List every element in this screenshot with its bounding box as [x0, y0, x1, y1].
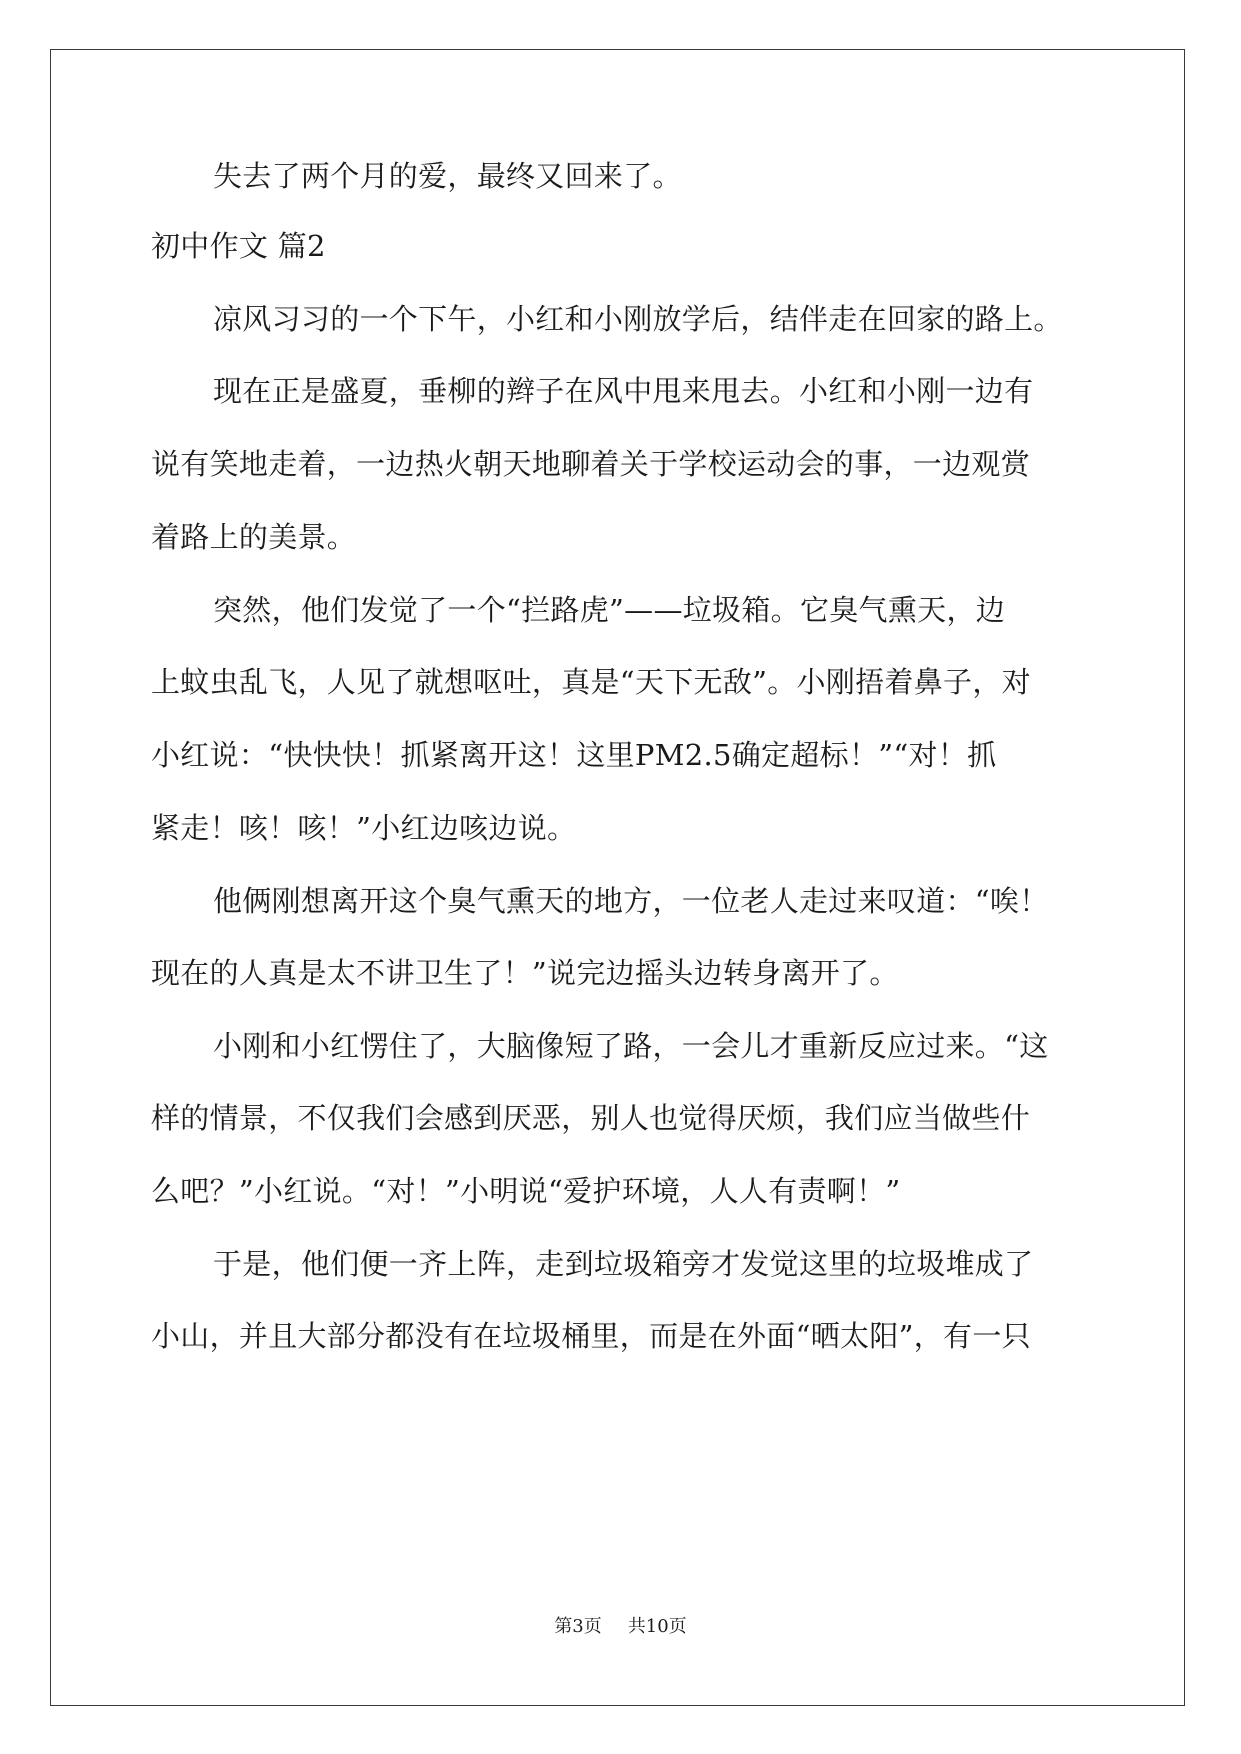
paragraph-line: 现在正是盛夏，垂柳的辫子在风中甩来甩去。小红和小刚一边有	[213, 374, 1034, 408]
page-number-current: 第3页	[554, 1616, 602, 1637]
paragraph-line: 失去了两个月的爱，最终又回来了。	[213, 159, 682, 193]
section-heading: 初中作文 篇2	[151, 229, 326, 263]
paragraph-line: 样的情景，不仅我们会感到厌恶，别人也觉得厌烦，我们应当做些什	[151, 1101, 1031, 1135]
page-border	[50, 49, 1185, 1706]
paragraph-line: 他俩刚想离开这个臭气熏天的地方，一位老人走过来叹道：“唉！	[213, 884, 1049, 918]
paragraph-line: 么吧？”小红说。“对！”小明说“爱护环境，人人有责啊！”	[151, 1174, 901, 1208]
paragraph-line: 于是，他们便一齐上阵，走到垃圾箱旁才发觉这里的垃圾堆成了	[213, 1247, 1034, 1281]
paragraph-line: 紧走！咳！咳！”小红边咳边说。	[151, 811, 577, 845]
paragraph-line: 突然，他们发觉了一个“拦路虎”——垃圾箱。它臭气熏天，边	[213, 593, 1006, 627]
paragraph-line: 凉风习习的一个下午，小红和小刚放学后，结伴走在回家的路上。	[213, 302, 1063, 336]
page-number-total: 共10页	[627, 1616, 687, 1637]
paragraph-line: 小刚和小红愣住了，大脑像短了路，一会儿才重新反应过来。“这	[213, 1029, 1049, 1063]
paragraph-line: 说有笑地走着，一边热火朝天地聊着关于学校运动会的事，一边观赏	[151, 447, 1031, 481]
paragraph-line: 小红说：“快快快！抓紧离开这！这里PM2.5确定超标！”“对！抓	[151, 738, 997, 772]
paragraph-line: 着路上的美景。	[151, 520, 357, 554]
page-footer	[0, 1615, 1241, 1639]
paragraph-line: 上蚊虫乱飞，人见了就想呕吐，真是“天下无敌”。小刚捂着鼻子，对	[151, 665, 1031, 699]
paragraph-line: 现在的人真是太不讲卫生了！”说完边摇头边转身离开了。	[151, 956, 899, 990]
paragraph-line: 小山，并且大部分都没有在垃圾桶里，而是在外面“晒太阳”，有一只	[151, 1319, 1031, 1353]
